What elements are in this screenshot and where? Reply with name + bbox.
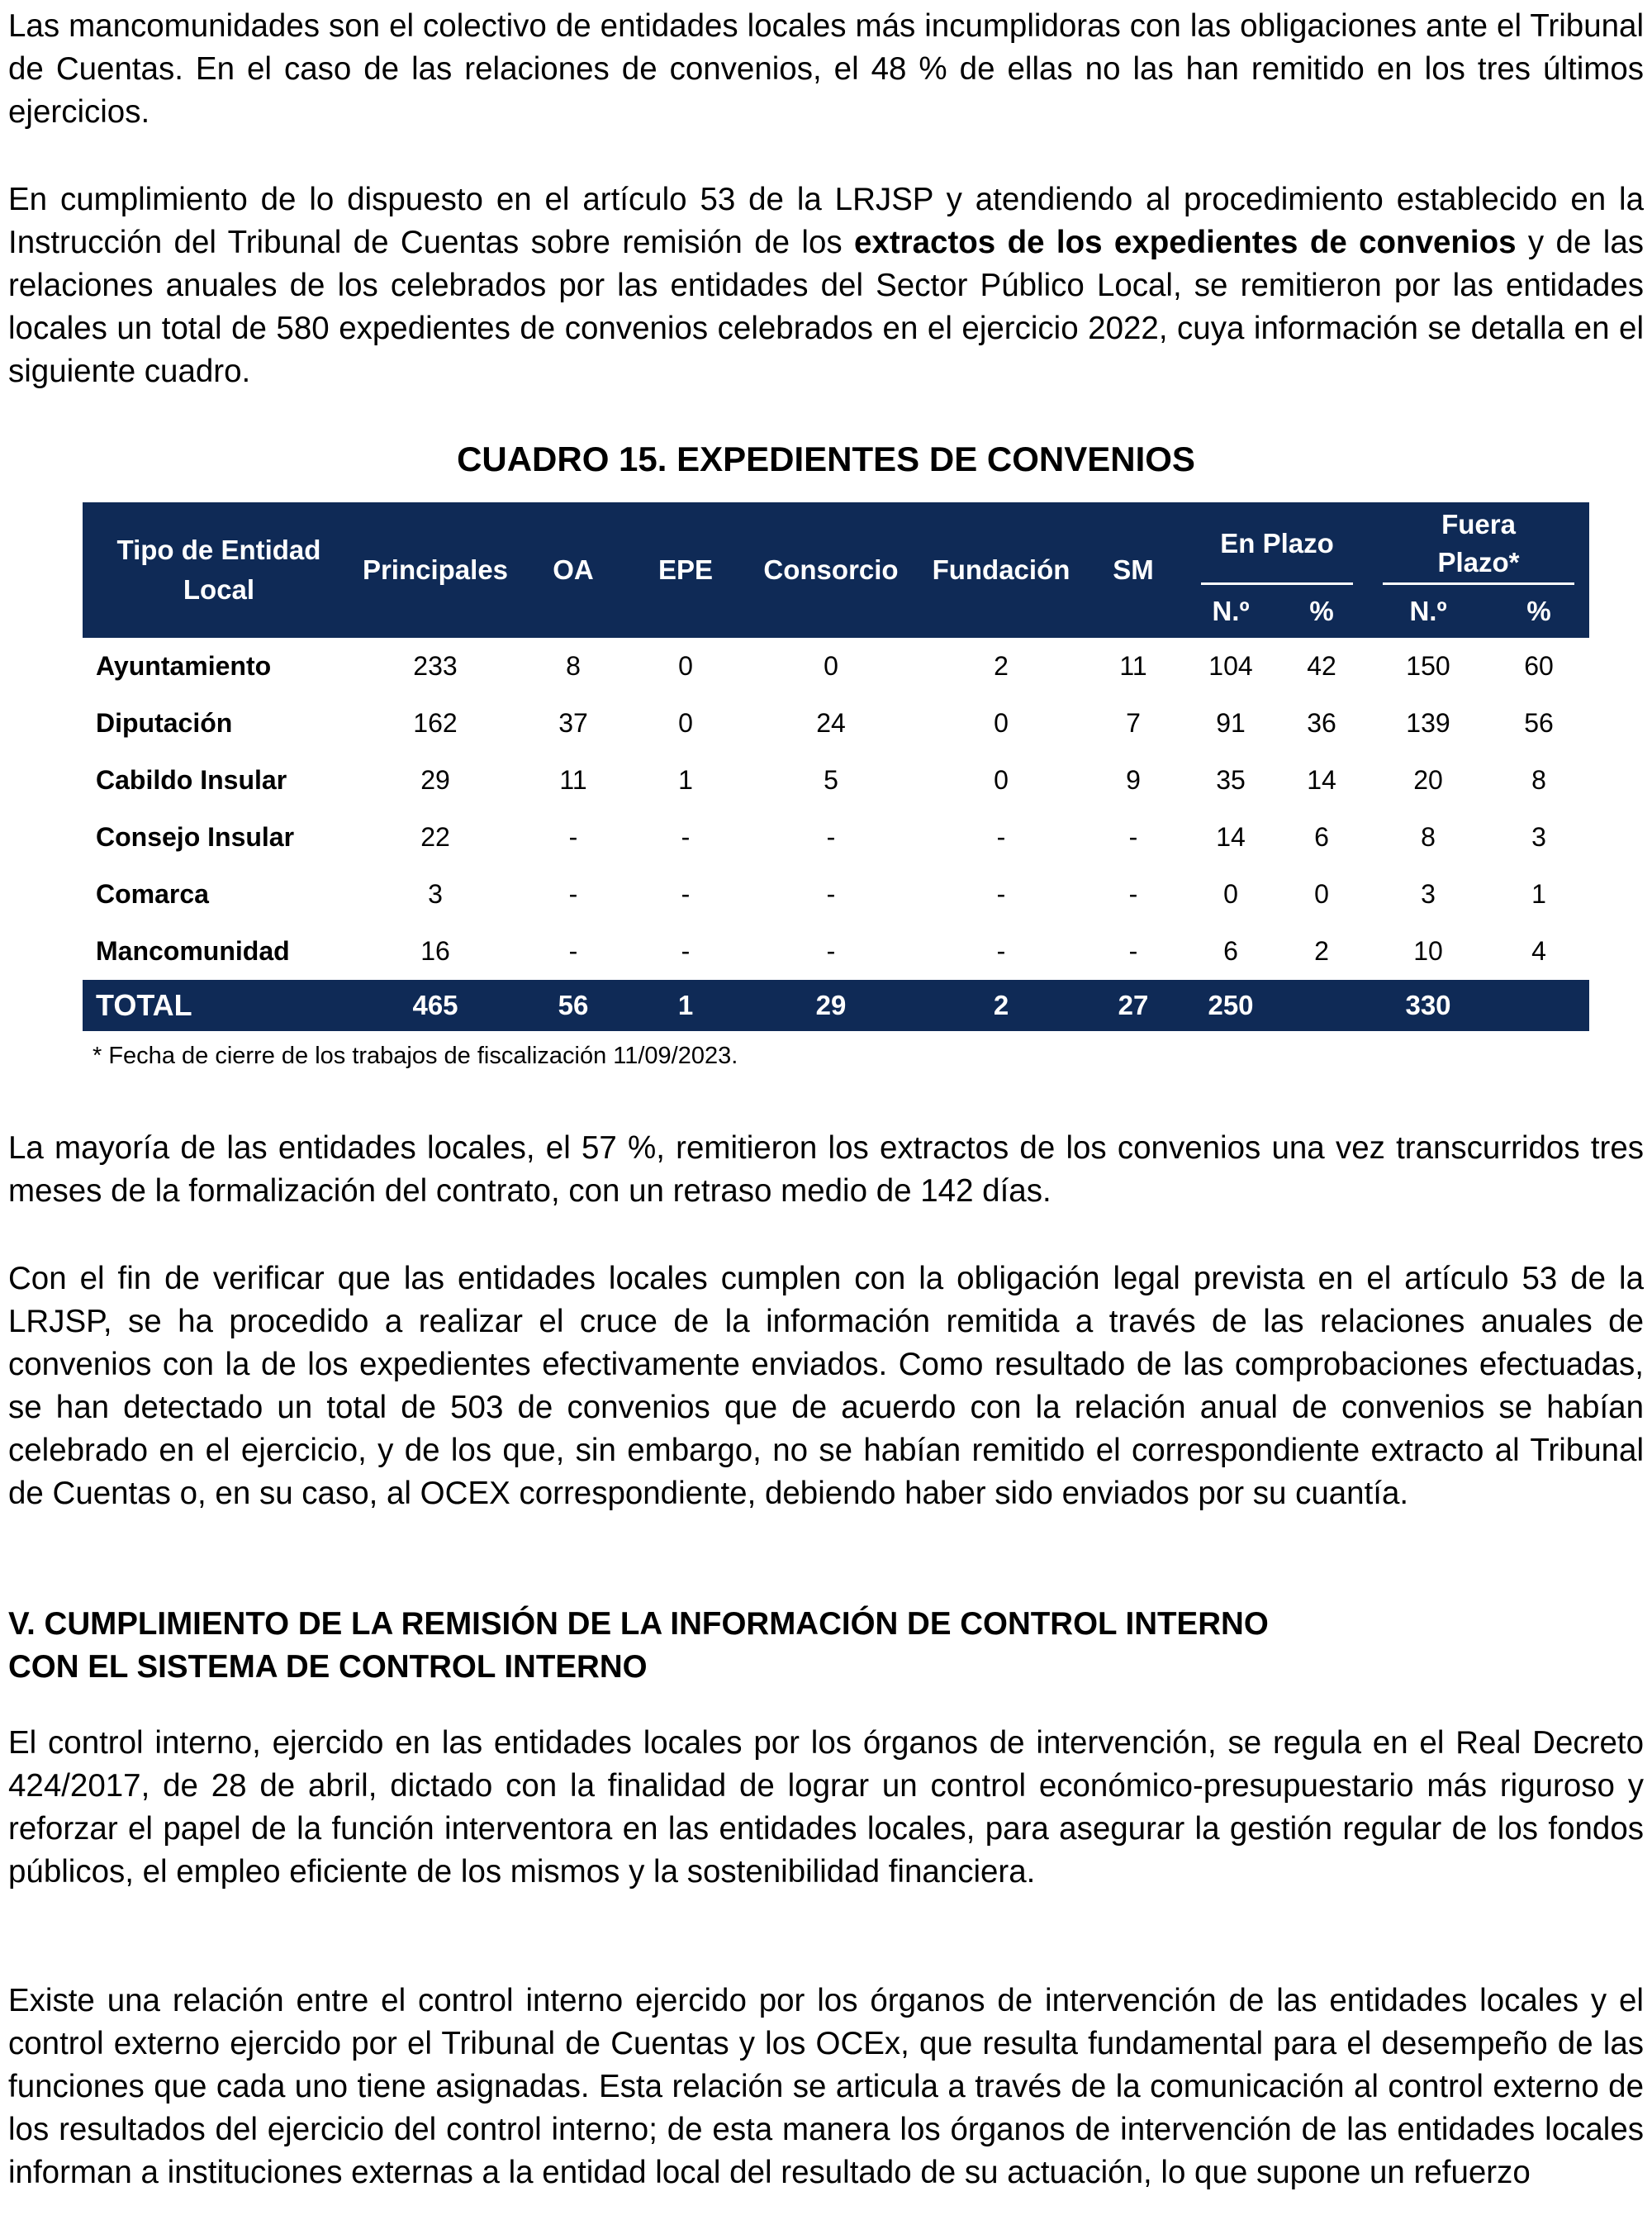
paragraph-cumplimiento: [8, 178, 1644, 393]
table-row: [83, 695, 1589, 752]
cell-fuera-plazo-num: 10: [1413, 936, 1443, 966]
cell-principales: 16: [420, 936, 450, 966]
cell-fundacion: 0: [994, 765, 1009, 795]
cell-sm: 11: [1119, 651, 1147, 681]
total-consorcio: 29: [740, 980, 922, 1031]
paragraph-verificacion: Con el fin de verificar que las entidades locales cumplen con la obligación legal prevista en el artículo 53 de la LRJSP, se ha procedido a realizar el cruce de la información remitida a través de las relaciones anuales de convenios con la de los expedientes efectivamente enviados. Como resultado de las comprobaciones efectuadas, se han detectado un total de 503 de convenios que de acuerdo con la relación anual de convenios se habían celebrado en el ejercicio, y de los que, sin embargo, no se habían remitido el correspondiente extracto al Tribunal de Cuentas o, en su caso, al OCEX correspondiente, debiendo haber sido enviados por su cuantía.: [8, 1261, 1644, 1511]
section-heading-line: CON EL SISTEMA DE CONTROL INTERNO: [8, 1649, 648, 1685]
cell-oa: 11: [559, 765, 587, 795]
cell-fuera-plazo-num: 139: [1406, 708, 1450, 738]
header-consorcio: Consorcio: [740, 502, 922, 638]
cell-en-plazo-num: 91: [1216, 708, 1246, 738]
total-epe: 1: [631, 980, 740, 1031]
header-en-plazo: [1186, 502, 1368, 585]
cell-fuera-plazo-pct: 4: [1531, 936, 1546, 966]
table-row: [83, 752, 1589, 809]
cell-oa: -: [568, 936, 578, 966]
cell-en-plazo-pct: 0: [1314, 879, 1329, 909]
row-name: Comarca: [96, 879, 209, 909]
cell-fuera-plazo-pct: 60: [1524, 651, 1554, 681]
header-underline: [1201, 582, 1353, 585]
cell-en-plazo-num: 6: [1223, 936, 1238, 966]
cell-sm: -: [1128, 879, 1138, 909]
total-fuera-plazo-num: 330: [1368, 980, 1488, 1031]
header-fuera-plazo-label: Fuera Plazo*: [1437, 509, 1520, 578]
cell-sm: -: [1128, 822, 1138, 852]
table-footnote: * Fecha de cierre de los trabajos de fiscalización 11/09/2023.: [93, 1043, 738, 1069]
header-en-plazo-pct: %: [1275, 585, 1368, 638]
total-fundacion: 2: [922, 980, 1080, 1031]
cell-principales: 29: [420, 765, 450, 795]
table-row: [83, 923, 1589, 980]
header-fuera-plazo-pct: %: [1488, 585, 1589, 638]
header-sm: SM: [1080, 502, 1186, 638]
total-oa: 56: [515, 980, 631, 1031]
total-en-plazo-num: 250: [1186, 980, 1275, 1031]
header-en-plazo-label: En Plazo: [1220, 528, 1334, 559]
cell-en-plazo-pct: 42: [1307, 651, 1336, 681]
cell-consorcio: -: [826, 879, 836, 909]
convenios-table: [83, 502, 1589, 1031]
cell-oa: -: [568, 879, 578, 909]
cell-en-plazo-num: 0: [1223, 879, 1238, 909]
cell-epe: -: [681, 822, 691, 852]
total-sm: 27: [1080, 980, 1186, 1031]
header-fundacion: Fundación: [922, 502, 1080, 638]
cell-consorcio: 24: [816, 708, 846, 738]
cell-fundacion: -: [996, 822, 1006, 852]
cell-epe: 0: [678, 651, 693, 681]
table-row: [83, 638, 1589, 695]
cell-fundacion: -: [996, 936, 1006, 966]
cell-fuera-plazo-num: 150: [1406, 651, 1450, 681]
total-principales: 465: [355, 980, 515, 1031]
cell-oa: 37: [558, 708, 588, 738]
cell-principales: 22: [420, 822, 450, 852]
cell-epe: -: [681, 879, 691, 909]
table-row: [83, 809, 1589, 866]
total-label: TOTAL: [83, 980, 355, 1031]
cell-en-plazo-pct: 6: [1314, 822, 1329, 852]
cell-consorcio: -: [826, 822, 836, 852]
table-total-row: [83, 980, 1589, 1031]
cell-principales: 162: [413, 708, 458, 738]
paragraph-bold-text: extractos de los expedientes de convenios: [854, 225, 1517, 260]
cell-principales: 3: [428, 879, 443, 909]
header-underline: [1383, 582, 1574, 585]
cell-consorcio: 0: [824, 651, 838, 681]
row-name: Mancomunidad: [96, 936, 290, 966]
row-name: Consejo Insular: [96, 822, 295, 852]
cell-consorcio: -: [826, 936, 836, 966]
cell-fuera-plazo-pct: 3: [1531, 822, 1546, 852]
total-fuera-plazo-pct: [1488, 980, 1589, 1031]
cell-fuera-plazo-pct: 56: [1524, 708, 1554, 738]
row-name: Ayuntamiento: [96, 651, 272, 681]
cell-sm: -: [1128, 936, 1138, 966]
table-row: [83, 866, 1589, 923]
cell-fundacion: 2: [994, 651, 1009, 681]
cell-fundacion: -: [996, 879, 1006, 909]
header-fuera-plazo-num: N.º: [1368, 585, 1488, 638]
row-name: Diputación: [96, 708, 233, 738]
cell-en-plazo-pct: 14: [1307, 765, 1336, 795]
header-en-plazo-num: N.º: [1186, 585, 1275, 638]
cell-epe: 1: [678, 765, 693, 795]
header-tipo-entidad: Tipo de Entidad Local: [83, 502, 355, 638]
cell-fuera-plazo-pct: 1: [1531, 879, 1546, 909]
cell-fuera-plazo-num: 20: [1413, 765, 1443, 795]
section-heading-line: V. CUMPLIMIENTO DE LA REMISIÓN DE LA INFORMACIÓN DE CONTROL INTERNO: [8, 1606, 1269, 1642]
cell-en-plazo-num: 104: [1208, 651, 1253, 681]
row-name: Cabildo Insular: [96, 765, 287, 795]
cell-oa: 8: [566, 651, 581, 681]
paragraph-text: y de las relaciones anuales de los celebrados por las entidades del Sector Público Local, se remitieron por las entidades locales un total de 580 expedientes de convenios celebrados en el ejercicio 2022, cuya información se detalla en el siguiente cuadro.: [8, 225, 1644, 389]
paragraph-control-interno: El control interno, ejercido en las entidades locales por los órganos de intervención, se regula en el Real Decreto 424/2017, de 28 de abril, dictado con la finalidad de lograr un control económico-presupuestario más riguroso y reforzar el papel de la función interventora en las entidades locales, para asegurar la gestión regular de los fondos públicos, el empleo eficiente de los mismos y la sostenibilidad financiera.: [8, 1725, 1644, 1890]
header-oa: OA: [515, 502, 631, 638]
paragraph-relacion: Existe una relación entre el control interno ejercido por los órganos de intervención de las entidades locales y el control externo ejercido por el Tribunal de Cuentas y los OCEx, que resulta fundamental para el desempeño de las funciones que cada uno tiene asignadas. Esta relación se articula a través de la comunicación al control externo de los resultados del ejercicio del control interno; de esta manera los órganos de intervención de las entidades locales informan a instituciones externas a la entidad local del resultado de su actuación, lo que supone un refuerzo: [8, 1983, 1644, 2190]
paragraph-text: En cumplimiento de lo dispuesto en el artículo 53 de la LRJSP y atendiendo al procedimiento establecido en la Instrucción del Tribunal de Cuentas sobre remisión de los: [8, 182, 1644, 260]
cell-sm: 9: [1126, 765, 1141, 795]
cell-epe: -: [681, 936, 691, 966]
paragraph-mancomunidades: Las mancomunidades son el colectivo de entidades locales más incumplidoras con las obligaciones ante el Tribunal de Cuentas. En el caso de las relaciones de convenios, el 48 % de ellas no las han remitido en los tres últimos ejercicios.: [8, 8, 1644, 130]
header-fuera-plazo: [1368, 502, 1589, 585]
cell-fundacion: 0: [994, 708, 1009, 738]
cell-en-plazo-pct: 2: [1314, 936, 1329, 966]
cell-consorcio: 5: [824, 765, 838, 795]
header-epe: EPE: [631, 502, 740, 638]
paragraph-mayoria: La mayoría de las entidades locales, el 57 %, remitieron los extractos de los convenios una vez transcurridos tres meses de la formalización del contrato, con un retraso medio de 142 días.: [8, 1130, 1644, 1209]
cell-en-plazo-num: 14: [1216, 822, 1246, 852]
table-title: CUADRO 15. EXPEDIENTES DE CONVENIOS: [457, 440, 1195, 478]
cell-fuera-plazo-num: 3: [1421, 879, 1436, 909]
section-heading: [8, 1603, 1644, 1689]
cell-epe: 0: [678, 708, 693, 738]
cell-sm: 7: [1126, 708, 1141, 738]
header-principales: Principales: [355, 502, 515, 638]
data-table: [83, 502, 1589, 1031]
cell-fuera-plazo-pct: 8: [1531, 765, 1546, 795]
cell-oa: -: [568, 822, 578, 852]
cell-fuera-plazo-num: 8: [1421, 822, 1436, 852]
cell-principales: 233: [413, 651, 458, 681]
cell-en-plazo-num: 35: [1216, 765, 1246, 795]
total-en-plazo-pct: [1275, 980, 1368, 1031]
cell-en-plazo-pct: 36: [1307, 708, 1336, 738]
